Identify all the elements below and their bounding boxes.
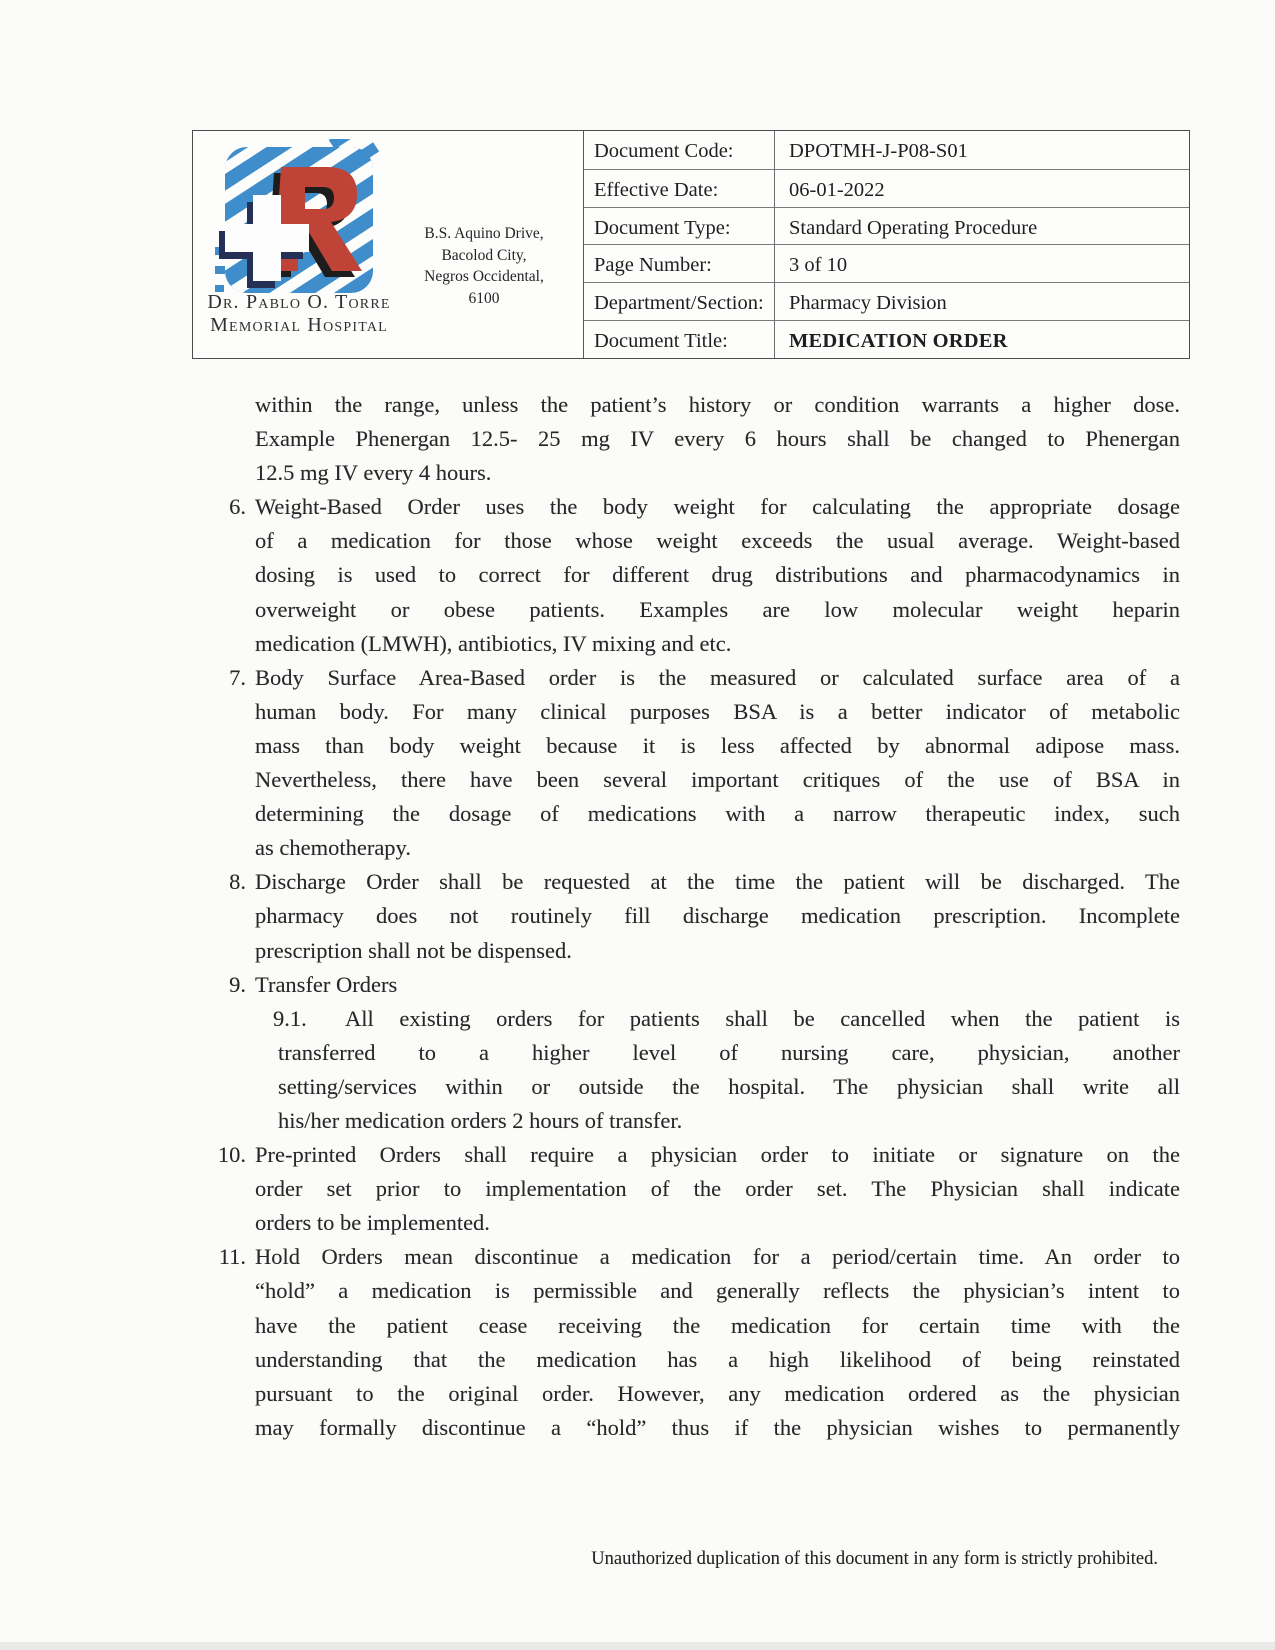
header-table <box>192 130 1190 359</box>
field-value-document-code: DPOTMH-J-P08-S01 <box>774 131 1189 169</box>
address-line: B.S. Aquino Drive, <box>424 225 544 242</box>
text-line: his/her medication orders 2 hours of transfer. <box>278 1107 683 1133</box>
text-line: may formally discontinue a “hold” thus if the physician wishes to permanently <box>255 1414 1180 1440</box>
text-line: determining the dosage of medications with a narrow therapeutic index, such <box>255 801 1180 827</box>
field-label-effective-date: Effective Date: <box>584 169 774 207</box>
item-number: 10. <box>217 1142 246 1168</box>
text-line: mass than body weight because it is less affected by abnormal adipose mass. <box>255 732 1180 758</box>
item-number: 9. <box>229 971 246 997</box>
field-value-department-section: Pharmacy Division <box>774 282 1189 320</box>
text-line: pharmacy does not routinely fill discharge medication prescription. Incomplete <box>255 903 1180 929</box>
field-label-document-code: Document Code: <box>594 140 734 162</box>
scan-edge-shadow <box>0 1642 1275 1650</box>
text-line: setting/services within or outside the hospital. The physician shall write all <box>278 1073 1180 1099</box>
hospital-name-line1: Dr. Pablo O. Torre <box>207 291 391 313</box>
field-label-department-section: Department/Section: <box>584 282 774 320</box>
text-line: medication (LMWH), antibiotics, IV mixing and etc. <box>255 630 732 656</box>
text-line: Pre-printed Orders shall require a physician order to initiate or signature on the <box>255 1142 1180 1168</box>
text-line: order set prior to implementation of the order set. The Physician shall indicate <box>255 1176 1180 1202</box>
text-line: All existing orders for patients shall be cancelled when the patient is <box>345 1005 1180 1031</box>
list-item-6 <box>229 490 1180 660</box>
field-label-document-type: Document Type: <box>584 207 774 245</box>
body-text <box>217 388 1180 1445</box>
text-line: as chemotherapy. <box>255 835 411 861</box>
text-line: Hold Orders mean discontinue a medication for a period/certain time. An order to <box>255 1244 1180 1270</box>
list-item-9 <box>229 968 1180 1002</box>
field-value-page-number: 3 of 10 <box>774 244 1189 282</box>
text-line: dosing is used to correct for different drug distributions and pharmacodynamics in <box>255 562 1180 588</box>
list-item-8 <box>229 865 1180 967</box>
text-line: understanding that the medication has a high likelihood of being reinstated <box>255 1346 1180 1372</box>
hospital-address <box>396 223 572 309</box>
text-line: transferred to a higher level of nursing care, physician, another <box>278 1039 1180 1065</box>
text-line: 12.5 mg IV every 4 hours. <box>255 460 492 486</box>
text-line: orders to be implemented. <box>255 1210 490 1236</box>
text-line: of a medication for those whose weight exceeds the usual average. Weight-based <box>255 528 1180 554</box>
field-value-effective-date: 06-01-2022 <box>774 169 1189 207</box>
address-line: 6100 <box>468 289 500 307</box>
list-item-7 <box>229 661 1180 866</box>
item-number: 8. <box>229 869 246 895</box>
item-number: 7. <box>229 664 246 690</box>
hospital-name-line2: Memorial Hospital <box>210 314 388 336</box>
text-line: pursuant to the original order. However, any medication ordered as the physician <box>255 1380 1180 1406</box>
text-line: Example Phenergan 12.5- 25 mg IV every 6 hours shall be changed to Phenergan <box>255 426 1180 452</box>
item-number: 11. <box>218 1244 246 1270</box>
item-number: 9.1. <box>273 1005 307 1031</box>
list-item-11 <box>218 1240 1180 1445</box>
text-line: Discharge Order shall be requested at the time the patient will be discharged. The <box>255 869 1180 895</box>
footer-disclaimer: Unauthorized duplication of this document in any form is strictly prohibited. <box>591 1549 1158 1569</box>
text-line: Weight-Based Order uses the body weight for calculating the appropriate dosage <box>255 494 1180 520</box>
field-label-page-number: Page Number: <box>584 244 774 282</box>
list-item-10 <box>217 1138 1180 1240</box>
item-number: 6. <box>229 494 246 520</box>
hospital-logo-icon <box>215 139 383 299</box>
text-line: human body. For many clinical purposes BSA is a better indicator of metabolic <box>255 698 1180 724</box>
field-value-document-title: MEDICATION ORDER <box>774 320 1189 358</box>
text-line: overweight or obese patients. Examples are low molecular weight heparin <box>255 596 1180 622</box>
list-item-9-1 <box>273 1002 1180 1138</box>
text-line: “hold” a medication is permissible and generally reflects the physician’s intent to <box>255 1278 1180 1304</box>
hospital-identity-cell <box>193 131 584 358</box>
address-line: Negros Occidental, <box>424 268 544 285</box>
text-line: within the range, unless the patient’s history or condition warrants a higher dose. <box>255 392 1180 417</box>
intro-paragraph <box>255 388 1180 490</box>
field-label-document-title: Document Title: <box>584 320 774 358</box>
hospital-name <box>199 291 399 337</box>
text-line: Transfer Orders <box>255 971 398 997</box>
address-line: Bacolod City, <box>441 246 527 264</box>
field-value-document-type: Standard Operating Procedure <box>774 207 1189 245</box>
text-line: prescription shall not be dispensed. <box>255 937 572 963</box>
text-line: Body Surface Area-Based order is the measured or calculated surface area of a <box>255 664 1180 690</box>
text-line: have the patient cease receiving the medication for certain time with the <box>255 1312 1180 1338</box>
text-line: Nevertheless, there have been several important critiques of the use of BSA in <box>255 767 1180 793</box>
